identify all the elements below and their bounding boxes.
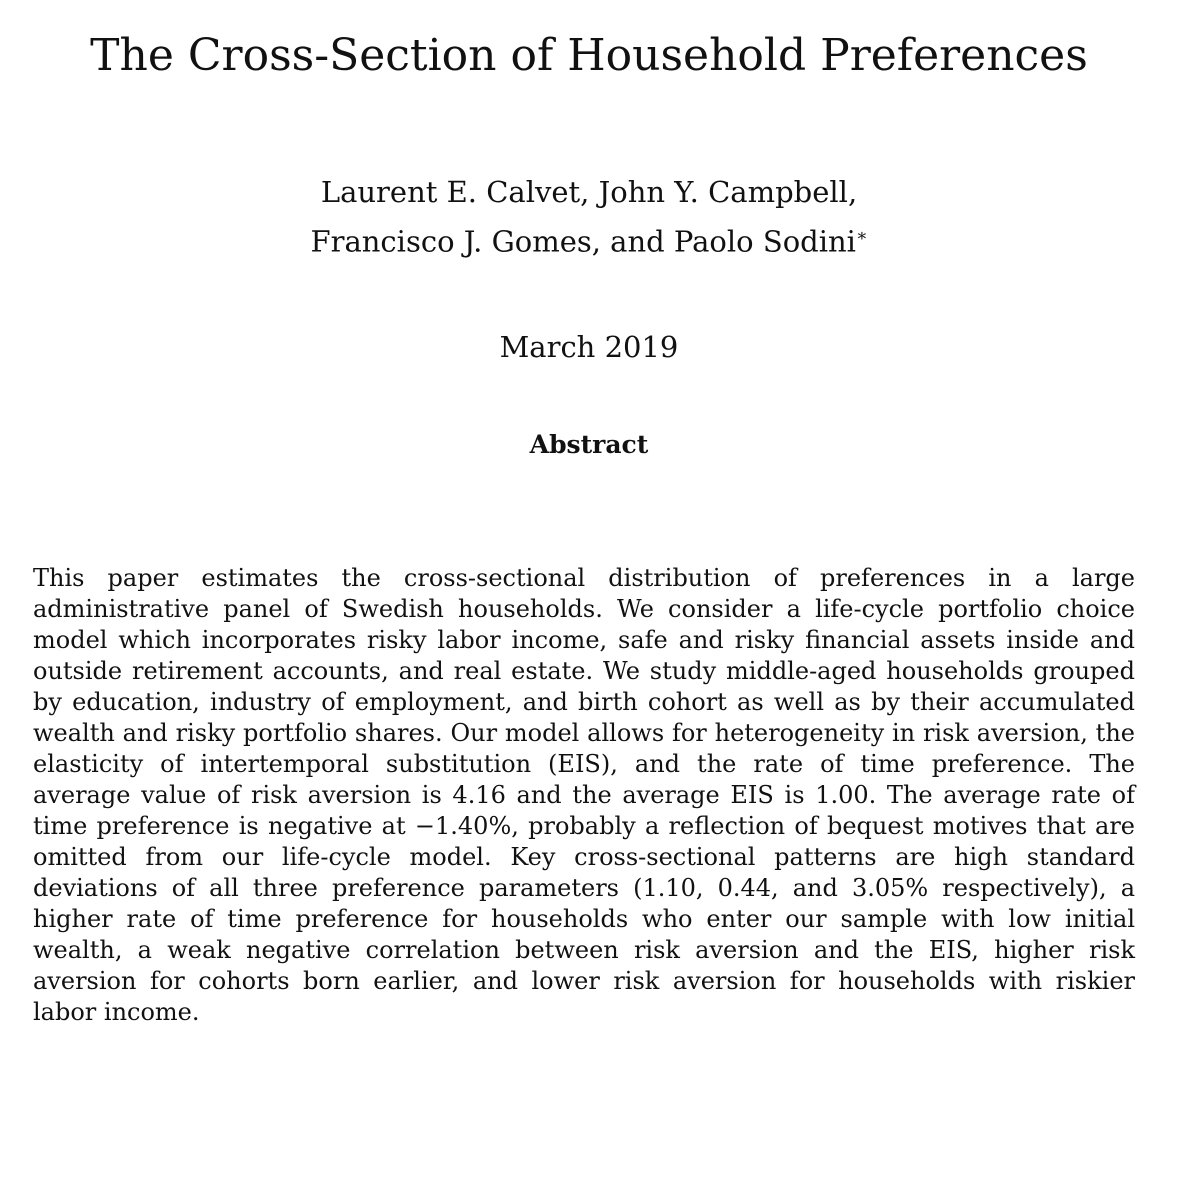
abstract-body: This paper estimates the cross-sectional distribution of preferences in a large administrative panel of Swedish households. We consider a life-cycle portfolio choice model which incorporates risky labor income, safe and risky financial assets inside and outside retirement accounts, and real estate. We study middle-aged households grouped by education, industry of employment, and birth cohort as well as by their accumulated wealth and risky portfolio shares. Our model allows for heterogeneity in risk aversion, the elasticity of intertemporal substitution (EIS), and the rate of time preference. The average value of risk aversion is 4.16 and the average EIS is 1.00. The average rate of time preference is negative at −1.40%, probably a reflection of bequest motives that are omitted from our life-cycle model. Key cross-sectional patterns are high standard deviations of all three preference parameters (1.10, 0.44, and 3.05% respectively), a higher rate of time preference for households who enter our sample with low initial wealth, a weak negative correlation between risk aversion and the EIS, higher risk aversion for cohorts born earlier, and lower risk aversion for households with riskier labor income.: [33, 564, 1135, 1026]
author-list: [0, 170, 1178, 264]
abstract-heading: Abstract: [529, 430, 649, 459]
authors-line-1: Laurent E. Calvet, John Y. Campbell,: [320, 175, 858, 209]
authors-line-2-text: Francisco J. Gomes, and Paolo Sodini: [310, 224, 856, 259]
paper-title: The Cross-Section of Household Preferences: [90, 30, 1088, 81]
author-footnote-mark: ∗: [855, 226, 868, 246]
authors-line-2: [0, 214, 1178, 264]
paper-date: March 2019: [499, 330, 679, 364]
